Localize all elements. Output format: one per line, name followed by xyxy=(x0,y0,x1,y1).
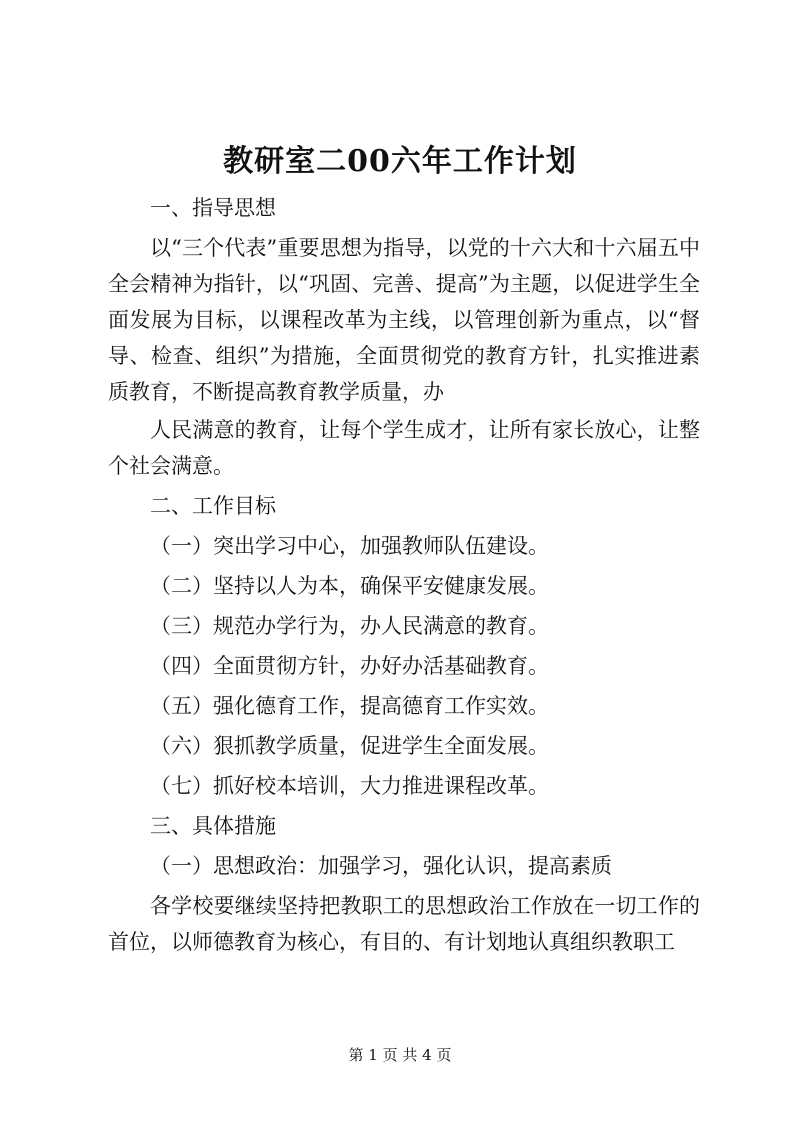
list-item: （三）规范办学行为，办人民满意的教育。 xyxy=(150,614,549,638)
list-item: （二）坚持以人为本，确保平安健康发展。 xyxy=(150,574,549,598)
document-title: 教研室二00六年工作计划 xyxy=(223,144,577,179)
section-heading-guiding-ideology: 一、指导思想 xyxy=(150,196,276,220)
list-item: （七）抓好校本培训，大力推进课程改革。 xyxy=(150,774,549,798)
paragraph: 人民满意的教育，让每个学生成才，让所有家长放心，让整个社会满意。 xyxy=(108,418,700,478)
section-heading-work-goals: 二、工作目标 xyxy=(150,494,276,518)
list-item: （一）突出学习中心，加强教师队伍建设。 xyxy=(150,534,549,558)
list-item: （六）狠抓教学质量，促进学生全面发展。 xyxy=(150,734,549,758)
section-heading-specific-measures: 三、具体措施 xyxy=(150,814,276,838)
subsection-heading: （一）思想政治：加强学习，强化认识，提高素质 xyxy=(150,854,612,878)
list-item: （五）强化德育工作，提高德育工作实效。 xyxy=(150,694,549,718)
paragraph: 各学校要继续坚持把教职工的思想政治工作放在一切工作的首位，以师德教育为核心，有目的、有计划地认真组织教职工 xyxy=(108,894,700,954)
page-number-footer: 第 1 页 共 4 页 xyxy=(348,1046,452,1064)
list-item: （四）全面贯彻方针，办好办活基础教育。 xyxy=(150,654,549,678)
document-body xyxy=(108,190,700,960)
paragraph: 以“三个代表”重要思想为指导，以党的十六大和十六届五中全会精神为指针，以“巩固、完善、提高”为主题，以促进学生全面发展为目标，以课程改革为主线，以管理创新为重点，以“督导、检查、组织”为措施，全面贯彻党的教育方针，扎实推进素质教育，不断提高教育教学质量，办 xyxy=(108,236,700,404)
